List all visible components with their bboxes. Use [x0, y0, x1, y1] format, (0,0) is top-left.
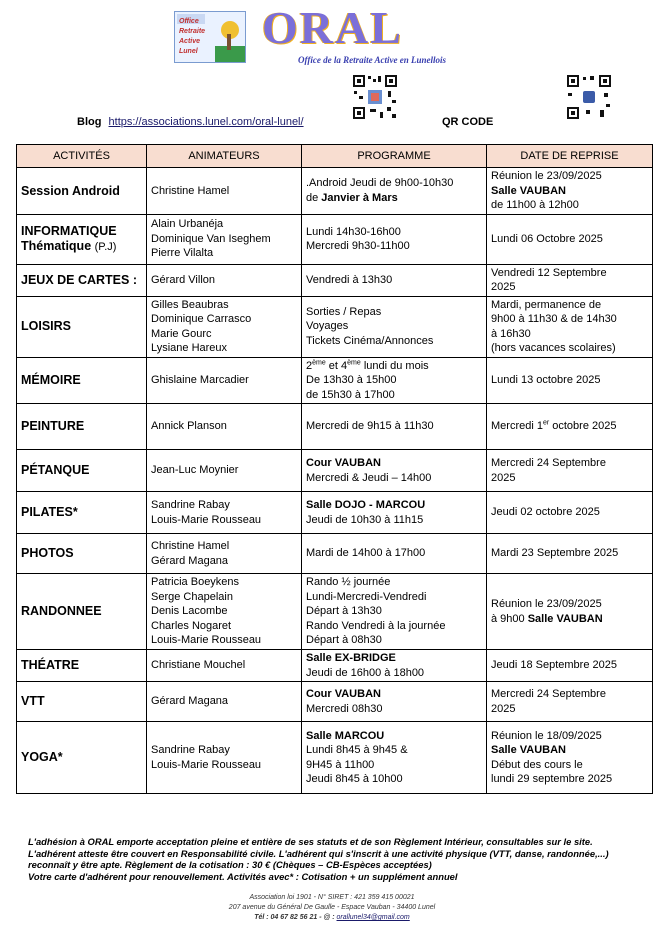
date-line: de 11h00 à 12h00 — [491, 199, 579, 211]
activity-name: VTT — [21, 694, 45, 709]
date-line — [491, 612, 648, 627]
header-date-reprise: DATE DE REPRISE — [487, 145, 653, 168]
animator-name: Jean-Luc Moynier — [151, 464, 239, 477]
logo-illustration — [175, 12, 245, 62]
blog-link[interactable]: https://associations.lunel.com/oral-lunel/ — [108, 116, 304, 128]
blog-label: Blog — [77, 116, 102, 128]
date-line: Jeudi 18 Septembre 2025 — [491, 659, 617, 672]
activity-subtitle-note: (P.J) — [94, 240, 117, 253]
footer-paragraph: L'adhésion à ORAL emporte acceptation pleine et entière de ses statuts et de son Règlement Intérieur, consultables sur le site. L'adhérent atteste être couvert en Responsabilité civile. L'adhérent qui s'inscrit à une activité physique (VTT, danse, randonnée,...) reconnaît y être apte. Règlement de la cotisation : 30 € (Chèques – CB-Espèces acceptées) — [28, 836, 609, 871]
animator-name: Ghislaine Marcadier — [151, 374, 249, 386]
program-line: Salle EX-BRIDGE — [306, 652, 396, 664]
activity-subtitle-text: Thématique — [21, 238, 92, 253]
program-line: Salle MARCOU — [306, 729, 385, 742]
svg-text:Office: Office — [179, 18, 199, 25]
date-text: Mercredi 1 — [491, 420, 543, 433]
animator-name: Serge Chapelain — [151, 590, 233, 603]
date-line: 2025 — [491, 471, 516, 484]
program-cell — [302, 450, 487, 492]
program-line: Rando ½ journée — [306, 576, 391, 589]
animator-name: Lysiane Hareux — [151, 342, 228, 354]
date-line: Vendredi 12 Septembre — [491, 266, 607, 279]
program-bold-text: Janvier à Mars — [321, 191, 398, 204]
date-cell — [487, 404, 653, 450]
date-cell — [487, 682, 653, 722]
date-line: Lundi 06 Octobre 2025 — [491, 232, 603, 245]
association-email-link[interactable]: orallunel34@gmail.com — [336, 914, 410, 921]
program-sup: ème — [312, 358, 326, 366]
program-line: Lundi 14h30-16h00 — [306, 225, 401, 238]
animator-name: Sandrine Rabay — [151, 744, 230, 756]
program-cell — [302, 296, 487, 357]
association-siret: Association loi 1901 - N° SIRET : 421 359 415 00021 — [249, 894, 415, 901]
animator-name: Denis Lacombe — [151, 605, 228, 618]
activity-name: RANDONNEE — [21, 604, 102, 619]
activity-name: PHOTOS — [21, 546, 74, 561]
animators-cell — [147, 492, 302, 534]
animator-name: Alain Urbanéja — [151, 218, 224, 231]
animator-name: Christiane Mouchel — [151, 659, 246, 672]
date-line: lundi 29 septembre 2025 — [491, 773, 613, 785]
date-line: (hors vacances scolaires) — [491, 342, 616, 354]
program-cell — [302, 534, 487, 574]
program-line: Salle DOJO - MARCOU — [306, 499, 426, 511]
program-cell — [302, 264, 487, 296]
program-line: Sorties / Repas — [306, 305, 382, 318]
animator-name: Marie Gourc — [151, 327, 212, 340]
program-cell — [302, 650, 487, 682]
program-line: Jeudi de 10h30 à 11h15 — [306, 513, 424, 526]
activity-cell — [17, 682, 147, 722]
animator-name: Pierre Vilalta — [151, 247, 214, 260]
activity-cell — [17, 264, 147, 296]
date-line: à 16h30 — [491, 327, 531, 340]
activity-name: LOISIRS — [21, 319, 72, 334]
animators-cell — [147, 214, 302, 264]
date-cell — [487, 574, 653, 650]
table-row — [17, 682, 653, 722]
program-line: De 13h30 à 15h00 — [306, 374, 397, 386]
activity-cell — [17, 534, 147, 574]
program-line: Cour VAUBAN — [306, 688, 381, 700]
table-row — [17, 404, 653, 450]
date-text: à 9h00 — [491, 612, 528, 625]
date-line: Réunion le 18/09/2025 — [491, 729, 602, 742]
program-line: Voyages — [306, 320, 349, 333]
table-header-row — [17, 145, 653, 168]
animator-name: Sandrine Rabay — [151, 499, 230, 511]
table-row — [17, 214, 653, 264]
date-cell — [487, 264, 653, 296]
program-line: Jeudi de 16h00 à 18h00 — [306, 666, 425, 679]
program-line: de 15h30 à 17h00 — [306, 388, 395, 401]
program-line: Lundi-Mercredi-Vendredi — [306, 590, 427, 603]
blog-line — [77, 116, 304, 128]
program-line: Départ à 13h30 — [306, 605, 382, 618]
logo-title: ORAL — [262, 2, 403, 53]
date-line: Mardi, permanence de — [491, 298, 602, 311]
program-sup: ème — [347, 358, 361, 366]
table-row — [17, 168, 653, 215]
header-animateurs: ANIMATEURS — [147, 145, 302, 168]
date-line: 2025 — [491, 281, 516, 293]
qr-code-facebook-icon[interactable] — [566, 74, 612, 120]
activity-subtitle — [21, 239, 142, 255]
program-line: Mercredi 9h30-11h00 — [306, 240, 410, 252]
activity-cell — [17, 450, 147, 492]
date-cell — [487, 168, 653, 215]
table-row — [17, 650, 653, 682]
animator-name: Charles Nogaret — [151, 619, 232, 632]
header-programme: PROGRAMME — [302, 145, 487, 168]
animators-cell — [147, 534, 302, 574]
program-line: Mercredi de 9h15 à 11h30 — [306, 420, 434, 433]
activity-name: MÉMOIRE — [21, 373, 81, 387]
date-line: Salle VAUBAN — [491, 184, 566, 197]
footer-note — [28, 836, 638, 882]
date-line: Lundi 13 octobre 2025 — [491, 374, 601, 386]
animator-name: Louis-Marie Rousseau — [151, 634, 262, 647]
activity-cell — [17, 650, 147, 682]
date-bold-text: Salle VAUBAN — [527, 612, 603, 625]
program-line — [306, 191, 482, 206]
animators-cell — [147, 296, 302, 357]
activity-name: INFORMATIQUE — [21, 224, 117, 238]
date-line: 9h00 à 11h30 & de 14h30 — [491, 313, 617, 325]
program-cell — [302, 168, 487, 215]
activity-name: PEINTURE — [21, 419, 85, 434]
association-info — [0, 893, 664, 923]
animators-cell — [147, 168, 302, 215]
date-cell — [487, 722, 653, 794]
date-text: octobre 2025 — [549, 420, 617, 433]
program-cell — [302, 214, 487, 264]
svg-text:Lunel: Lunel — [179, 48, 198, 55]
program-line: Mardi de 14h00 à 17h00 — [306, 547, 426, 560]
animators-cell — [147, 357, 302, 404]
table-row — [17, 534, 653, 574]
animators-cell — [147, 264, 302, 296]
activity-name: YOGA* — [21, 750, 63, 765]
qr-code-blog-icon[interactable] — [352, 74, 398, 120]
oral-logo-image — [174, 11, 246, 63]
date-cell — [487, 492, 653, 534]
animator-name: Louis-Marie Rousseau — [151, 513, 262, 526]
date-sup: er — [542, 419, 550, 427]
animator-name: Louis-Marie Rousseau — [151, 758, 262, 771]
program-line: Départ à 08h30 — [306, 634, 382, 647]
activities-table — [16, 144, 653, 794]
animator-name: Patricia Boeykens — [151, 576, 240, 589]
animator-name: Gérard Magana — [151, 695, 229, 708]
header-activites: ACTIVITÉS — [17, 145, 147, 168]
date-line: Réunion le 23/09/2025 — [491, 598, 602, 610]
program-cell — [302, 574, 487, 650]
activity-cell — [17, 492, 147, 534]
animator-name: Annick Planson — [151, 420, 227, 433]
activity-cell — [17, 357, 147, 404]
program-line: Tickets Cinéma/Annonces — [306, 334, 434, 347]
animator-name: Gérard Magana — [151, 554, 229, 567]
activity-cell — [17, 296, 147, 357]
animators-cell — [147, 722, 302, 794]
date-line — [491, 419, 648, 434]
animator-name: Christine Hamel — [151, 540, 230, 552]
animators-cell — [147, 682, 302, 722]
activity-name: PILATES* — [21, 505, 78, 520]
animator-name: Dominique Van Iseghem — [151, 232, 271, 245]
animators-cell — [147, 450, 302, 492]
date-line: 2025 — [491, 702, 516, 715]
animators-cell — [147, 650, 302, 682]
program-line: Lundi 8h45 à 9h45 & — [306, 744, 408, 756]
program-text: de — [306, 191, 322, 204]
date-cell — [487, 534, 653, 574]
svg-text:Retraite: Retraite — [179, 28, 206, 35]
program-line: Mercredi & Jeudi – 14h00 — [306, 471, 432, 484]
program-line: Cour VAUBAN — [306, 457, 381, 469]
animators-cell — [147, 404, 302, 450]
association-phone: Tél : 04 67 82 56 21 - @ : — [254, 914, 337, 921]
program-line: Mercredi 08h30 — [306, 702, 383, 715]
date-line: Début des cours le — [491, 758, 583, 771]
program-line: Vendredi à 13h30 — [306, 273, 393, 286]
activity-cell — [17, 404, 147, 450]
program-line — [306, 359, 482, 374]
table-row — [17, 264, 653, 296]
date-line: Jeudi 02 octobre 2025 — [491, 506, 600, 519]
qr-code-label: QR CODE — [442, 116, 494, 128]
program-cell — [302, 682, 487, 722]
activity-cell — [17, 722, 147, 794]
program-cell — [302, 492, 487, 534]
table-row — [17, 722, 653, 794]
program-text: et 4 — [325, 359, 348, 372]
svg-text:Active: Active — [179, 38, 201, 45]
table-row — [17, 450, 653, 492]
animator-name: Gérard Villon — [151, 273, 215, 286]
activity-cell — [17, 168, 147, 215]
logo-subtitle: Office de la Retraite Active en Lunellois — [298, 55, 446, 65]
animator-name: Christine Hamel — [151, 184, 230, 197]
association-contact — [0, 913, 664, 923]
program-cell — [302, 404, 487, 450]
program-cell — [302, 722, 487, 794]
table-row — [17, 357, 653, 404]
date-cell — [487, 357, 653, 404]
program-text: lundi du mois — [360, 359, 429, 372]
table-row — [17, 492, 653, 534]
program-text: 2 — [306, 359, 313, 372]
activity-name: PÉTANQUE — [21, 463, 90, 478]
animator-name: Dominique Carrasco — [151, 313, 252, 325]
date-cell — [487, 650, 653, 682]
animators-cell — [147, 574, 302, 650]
table-row — [17, 574, 653, 650]
date-line: Salle VAUBAN — [491, 744, 566, 756]
program-line: 9H45 à 11h00 — [306, 758, 375, 771]
activity-cell — [17, 574, 147, 650]
footer-line2: Votre carte d'adhérent pour renouvellement. Activités avec* : Cotisation + un supplément annuel — [28, 870, 458, 882]
date-line: Mardi 23 Septembre 2025 — [491, 547, 619, 560]
program-line: .Android Jeudi de 9h00-10h30 — [306, 177, 454, 190]
date-line: Mercredi 24 Septembre — [491, 688, 606, 700]
date-cell — [487, 214, 653, 264]
program-line: Jeudi 8h45 à 10h00 — [306, 773, 403, 785]
date-cell — [487, 296, 653, 357]
program-cell — [302, 357, 487, 404]
date-line: Réunion le 23/09/2025 — [491, 170, 602, 182]
activity-cell — [17, 214, 147, 264]
activity-name: JEUX DE CARTES : — [21, 272, 137, 287]
activity-name: THÉATRE — [21, 658, 80, 673]
table-row — [17, 296, 653, 357]
activity-name: Session Android — [21, 183, 120, 198]
animator-name: Gilles Beaubras — [151, 298, 229, 311]
date-cell — [487, 450, 653, 492]
date-line: Mercredi 24 Septembre — [491, 457, 606, 469]
program-line: Rando Vendredi à la journée — [306, 619, 446, 632]
association-address: 207 avenue du Général De Gaulle - Espace Vauban - 34400 Lunel — [228, 904, 436, 911]
